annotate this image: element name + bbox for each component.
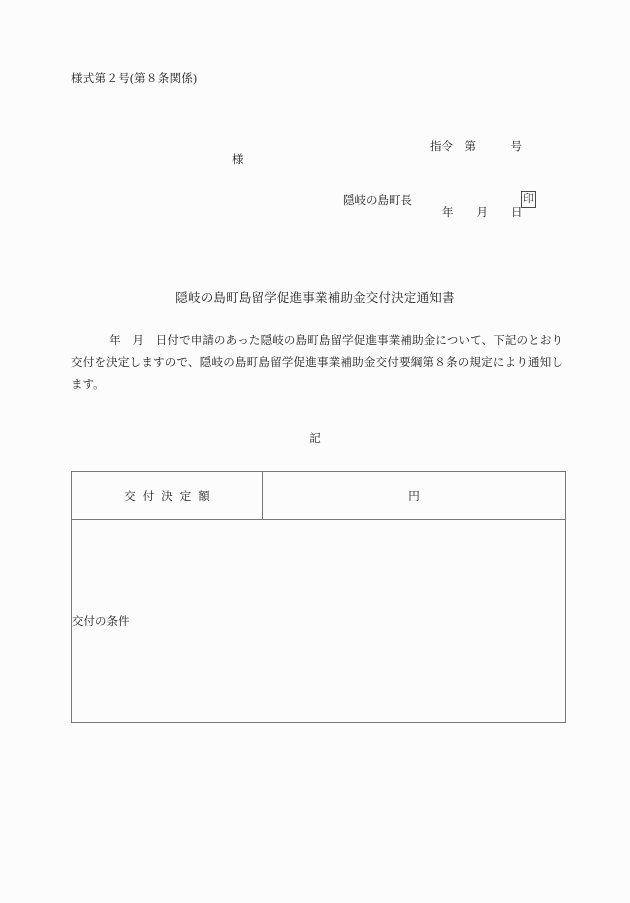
table-row: [72, 520, 566, 723]
addressee-honorific: 様: [232, 154, 244, 166]
grant-amount-label: 交付決定額: [72, 472, 263, 520]
grant-amount-value[interactable]: 円: [263, 472, 566, 520]
seal-stamp-icon: 印: [521, 191, 536, 208]
issuer-block: [343, 192, 543, 208]
page-title: 隠岐の島町島留学促進事業補助金交付決定通知書: [175, 291, 455, 305]
body-paragraph: [71, 330, 563, 396]
grant-decision-table: [71, 471, 566, 723]
grant-conditions-label[interactable]: 交付の条件: [72, 520, 566, 723]
body-text-line-2: おり交付を決定しますので、隠岐の島町島留学促進事業補助金交付要綱第８条の規定により通知します。: [71, 335, 563, 391]
issuer-name: 隠岐の島町長: [343, 195, 412, 207]
table-row: [72, 472, 566, 520]
note-marker: 記: [309, 433, 321, 445]
issue-date: 年 月 日: [442, 207, 523, 219]
issue-info-block: [430, 92, 565, 268]
issue-order-number: 指令 第 号: [430, 141, 522, 153]
body-text-line-1: 年 月 日付で申請のあった隠岐の島町島留学促進事業補助金について、下記のと: [109, 335, 540, 347]
form-number: 様式第２号(第８条関係): [71, 73, 198, 85]
